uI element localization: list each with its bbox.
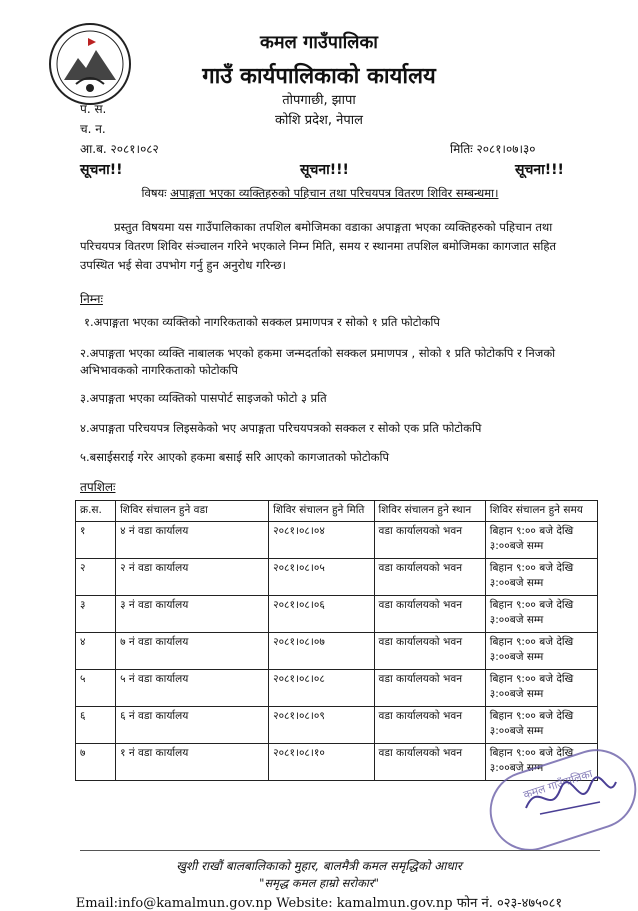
fiscal-year: आ.ब. २०८१।०८२: [80, 142, 159, 156]
address-line2: कोशि प्रदेश, नेपाल: [275, 113, 363, 128]
cell-ward: २ नं वडा कार्यालय: [116, 559, 269, 596]
time-start: बिहान ९:०० बजे देखि: [489, 673, 574, 685]
time-end: ३:००बजे सम्म: [489, 688, 544, 700]
cell-sn: ५: [76, 670, 116, 707]
cell-time: [485, 670, 597, 707]
requirement-item: ५.बसाईसराई गरेर आएको हकमा बसाई सरि आएको कागजातको फोटोकपि: [80, 450, 390, 464]
cell-sn: २: [76, 559, 116, 596]
municipality-name: कमल गाउँपालिका: [260, 32, 378, 53]
cell-place: वडा कार्यालयको भवन: [374, 744, 485, 781]
time-start: बिहान ९:०० बजे देखि: [489, 710, 574, 722]
cell-place: वडा कार्यालयको भवन: [374, 633, 485, 670]
cell-sn: ३: [76, 596, 116, 633]
notice-label-center: सूचना!!!: [300, 162, 349, 178]
cell-ward: १ नं वडा कार्यालय: [116, 744, 269, 781]
table-row: [76, 707, 598, 744]
time-start: बिहान ९:०० बजे देखि: [489, 599, 574, 611]
requirement-item: ४.अपाङ्गता परिचयपत्र लिइसकेको भए अपाङ्गता परिचयपत्रको सक्कल र सोको एक प्रति फोटोकपि: [80, 421, 482, 435]
cell-date: २०८१।०८।१०: [269, 744, 374, 781]
time-start: बिहान ९:०० बजे देखि: [489, 636, 574, 648]
requirement-item-continued: अभिभावकको नागरिकताको फोटोकपि: [80, 363, 238, 377]
cell-ward: ४ नं वडा कार्यालय: [116, 522, 269, 559]
cell-date: २०८१।०८।०६: [269, 596, 374, 633]
time-end: ३:००बजे सम्म: [489, 577, 544, 589]
schedule-label: तपशिलः: [80, 480, 116, 494]
cell-ward: ५ नं वडा कार्यालय: [116, 670, 269, 707]
document-date: मितिः २०८१।०७।३०: [450, 142, 536, 156]
cell-time: [485, 707, 597, 744]
address-line1: तोपगाछी, झापा: [282, 93, 356, 108]
time-end: ३:००बजे सम्म: [489, 725, 544, 737]
requirement-item: २.अपाङ्गता भएका व्यक्ति नाबालक भएको हकमा जन्मदर्ताको सक्कल प्रमाणपत्र , सोको १ प्रति फोटोकपि र निजको: [80, 346, 556, 360]
col-header-ward: शिविर संचालन हुने वडा: [116, 501, 269, 522]
cell-place: वडा कार्यालयको भवन: [374, 707, 485, 744]
stamp-text: कमल गाउँपालिका: [521, 767, 595, 802]
col-header-date: शिविर संचालन हुने मिति: [269, 501, 374, 522]
cell-date: २०८१।०८।०५: [269, 559, 374, 596]
signature-icon: [520, 772, 620, 822]
subject-line: [80, 186, 560, 201]
footer-motto: "समृद्ध कमल हाम्रो सरोकार": [259, 876, 379, 890]
time-end: ३:००बजे सम्म: [489, 762, 544, 774]
subject-label: विषयः: [141, 186, 167, 200]
cell-place: वडा कार्यालयको भवन: [374, 596, 485, 633]
col-header-time: शिविर संचालन हुने समय: [485, 501, 597, 522]
cell-time: [485, 559, 597, 596]
notice-label-left: सूचना!!: [80, 162, 123, 178]
time-end: ३:००बजे सम्म: [489, 651, 544, 663]
footer-contact: Email:info@kamalmun.gov.np Website: kamalmun.gov.np फोन नं. ०२३-४७५०८१: [75, 896, 563, 911]
schedule-table: [75, 500, 598, 781]
requirements-label: निम्नः: [80, 292, 103, 306]
requirement-item: १.अपाङ्गता भएका व्यक्तिको नागरिकताको सक्कल प्रमाणपत्र र सोको १ प्रति फोटोकपि: [84, 315, 440, 329]
time-start: बिहान ९:०० बजे देखि: [489, 747, 574, 759]
ps-label: प. स.: [80, 102, 107, 116]
office-name: गाउँ कार्यपालिकाको कार्यालय: [202, 64, 436, 89]
cell-sn: ४: [76, 633, 116, 670]
cell-date: २०८१।०८।०४: [269, 522, 374, 559]
time-start: बिहान ९:०० बजे देखि: [489, 562, 574, 574]
footer-slogan: खुशी राखौं बालबालिकाको मुहार, बालमैत्री कमल समृद्धिको आधार: [176, 859, 462, 873]
cell-time: [485, 522, 597, 559]
cell-ward: ६ नं वडा कार्यालय: [116, 707, 269, 744]
table-row: [76, 559, 598, 596]
subject-text: अपाङ्गता भएका व्यक्तिहरुको पहिचान तथा परिचयपत्र वितरण शिविर सम्बन्धमा।: [170, 186, 499, 200]
time-end: ३:००बजे सम्म: [489, 540, 544, 552]
cell-place: वडा कार्यालयको भवन: [374, 522, 485, 559]
cell-place: वडा कार्यालयको भवन: [374, 670, 485, 707]
footer-divider: [80, 850, 600, 851]
cell-sn: १: [76, 522, 116, 559]
cell-sn: ७: [76, 744, 116, 781]
cell-ward: ७ नं वडा कार्यालय: [116, 633, 269, 670]
table-row: [76, 670, 598, 707]
table-row: [76, 522, 598, 559]
table-row: [76, 633, 598, 670]
requirement-item: ३.अपाङ्गता भएका व्यक्तिको पासपोर्ट साइजको फोटो ३ प्रति: [80, 391, 327, 405]
col-header-place: शिविर संचालन हुने स्थान: [374, 501, 485, 522]
cell-ward: ३ नं वडा कार्यालय: [116, 596, 269, 633]
cell-date: २०८१।०८।०८: [269, 670, 374, 707]
body-paragraph: प्रस्तुत विषयमा यस गाउँपालिकाका तपशिल बमोजिमका वडाका अपाङ्गता भएका व्यक्तिहरुको पहिचान तथा परिचयपत्र वितरण शिविर संञ्चालन गरिने भएकाले निम्न मिति, समय र स्थानमा तपशिल बमोजिमका कागजात सहित उपस्थित भई सेवा उपभोग गर्नु हुन अनुरोध गरिन्छ।: [80, 220, 557, 272]
cell-time: [485, 596, 597, 633]
notice-label-right: सूचना!!!: [515, 162, 564, 178]
cell-date: २०८१।०८।०९: [269, 707, 374, 744]
cell-sn: ६: [76, 707, 116, 744]
cell-place: वडा कार्यालयको भवन: [374, 559, 485, 596]
cell-date: २०८१।०८।०७: [269, 633, 374, 670]
col-header-sn: क्र.स.: [76, 501, 116, 522]
time-start: बिहान ९:०० बजे देखि: [489, 525, 574, 537]
cell-time: [485, 633, 597, 670]
table-row: [76, 596, 598, 633]
time-end: ३:००बजे सम्म: [489, 614, 544, 626]
cn-label: च. न.: [80, 122, 106, 136]
table-header-row: [76, 501, 598, 522]
